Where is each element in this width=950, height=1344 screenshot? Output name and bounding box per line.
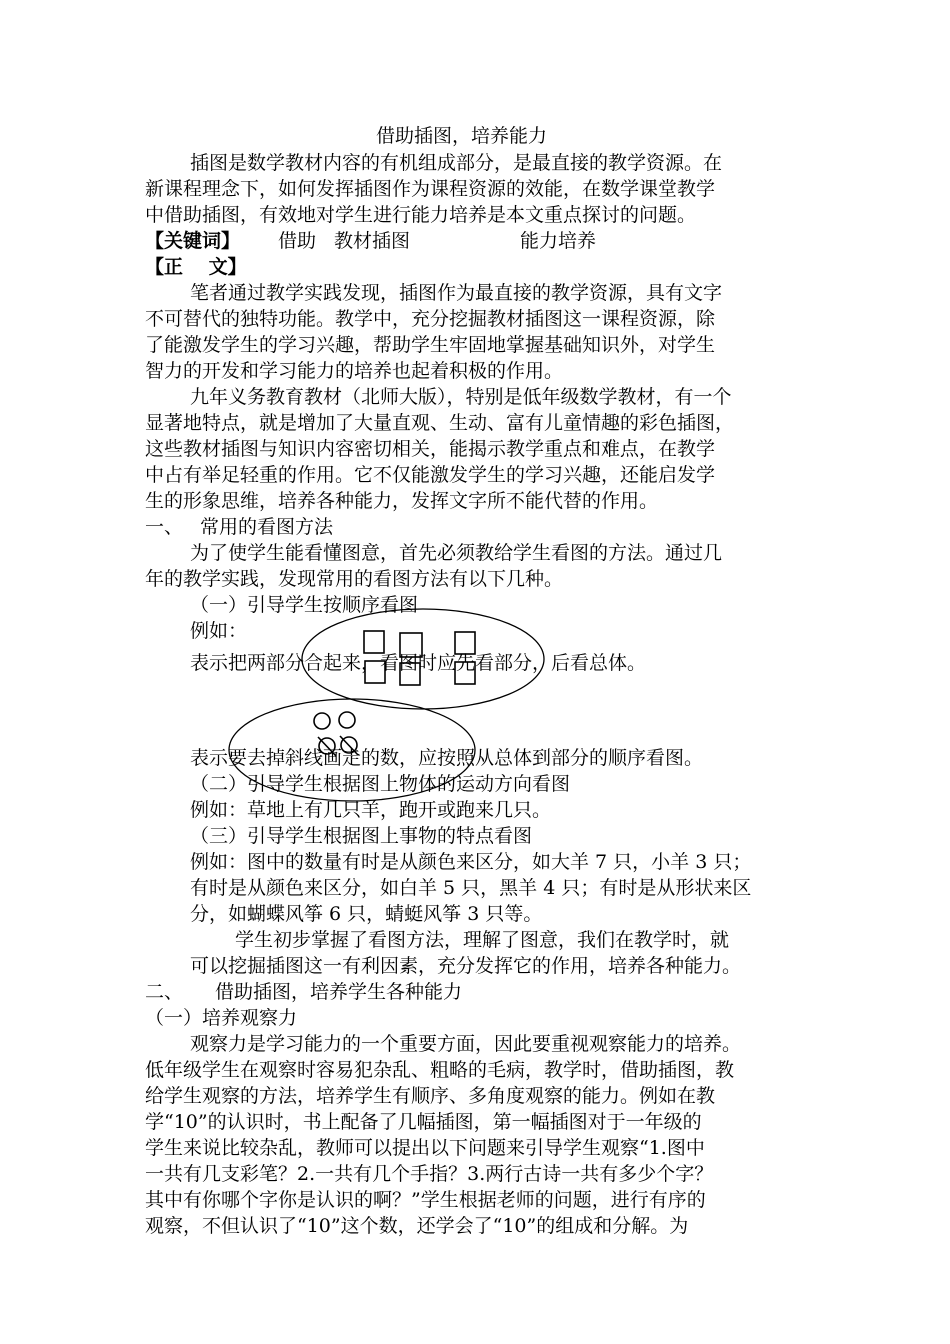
section1-para-line-1: 为了使学生能看懂图意，首先必须教给学生看图的方法。通过几: [190, 542, 723, 564]
para1-line-3: 了能激发学生的学习兴趣，帮助学生牢固地掌握基础知识外，对学生: [145, 334, 716, 356]
para2-line-5: 生的形象思维，培养各种能力，发挥文字所不能代替的作用。: [145, 490, 659, 512]
section2-para-line-7: 其中有你哪个字你是认识的啊？”学生根据老师的问题，进行有序的: [145, 1189, 706, 1211]
figure1-caption: 表示把两部分合起来，看图时应先看部分，后看总体。: [190, 652, 647, 674]
para2-line-3: 这些教材插图与知识内容密切相关，能揭示教学重点和难点，在教学: [145, 438, 716, 460]
abstract-line-2: 新课程理念下，如何发挥插图作为课程资源的效能，在数学课堂教学: [145, 178, 716, 200]
section2-para-line-1: 观察力是学习能力的一个重要方面，因此要重视观察能力的培养。: [190, 1033, 742, 1055]
section1-title: 常用的看图方法: [200, 516, 334, 538]
figure2-circle: [339, 712, 355, 728]
subsection-3-line-3: 分，如蝴蝶风筝 6 只，蜻蜓风筝 3 只等。: [190, 903, 543, 925]
example-label: 例如：: [190, 620, 248, 642]
section2-para-line-8: 观察，不但认识了“10”这个数，还学会了“10”的组成和分解。为: [145, 1215, 689, 1237]
section2-para-line-3: 给学生观察的方法，培养学生有顺序、多角度观察的能力。例如在教: [145, 1085, 716, 1107]
section2-number: 二、: [145, 981, 184, 1003]
section2-subsection-1: （一）培养观察力: [145, 1007, 298, 1029]
subsection-1: （一）引导学生按顺序看图: [190, 594, 419, 616]
abstract-line-3: 中借助插图，有效地对学生进行能力培养是本文重点探讨的问题。: [145, 204, 697, 226]
para1-line-1: 笔者通过教学实践发现，插图作为最直接的教学资源，具有文字: [190, 282, 723, 304]
figure2-strike: [318, 737, 336, 756]
section2-para-line-5: 学生来说比较杂乱，教师可以提出以下问题来引导学生观察“1.图中: [145, 1137, 705, 1159]
body-label: 【正 文】: [145, 256, 247, 278]
figure2-circle: [314, 713, 330, 729]
subsection-3: （三）引导学生根据图上事物的特点看图: [190, 825, 533, 847]
keyword-3: 能力培养: [520, 230, 597, 252]
section1-para-line-2: 年的教学实践，发现常用的看图方法有以下几种。: [145, 568, 564, 590]
para2-line-1: 九年义务教育教材（北师大版），特别是低年级数学教材，有一个: [190, 386, 732, 408]
keywords-label: 【关键词】: [145, 230, 241, 252]
figure2-strike: [340, 736, 358, 755]
section2-para-line-6: 一共有几支彩笔？2.一共有几个手指？3.两行古诗一共有多少个字？: [145, 1163, 714, 1185]
section2-para-line-2: 低年级学生在观察时容易犯杂乱、粗略的毛病，教学时，借助插图，教: [145, 1059, 735, 1081]
page-title: 借助插图，培养能力: [376, 125, 548, 147]
keyword-2: 教材插图: [334, 230, 411, 252]
para1-line-2: 不可替代的独特功能。教学中，充分挖掘教材插图这一课程资源，除: [145, 308, 716, 330]
summary-line-2: 可以挖掘插图这一有利因素，充分发挥它的作用，培养各种能力。: [190, 955, 742, 977]
para2-line-4: 中占有举足轻重的作用。它不仅能激发学生的学习兴趣，还能启发学: [145, 464, 716, 486]
summary-line-1: 学生初步掌握了看图方法，理解了图意，我们在教学时，就: [235, 929, 730, 951]
section2-para-line-4: 学“10”的认识时，书上配备了几幅插图，第一幅插图对于一年级的: [145, 1111, 702, 1133]
abstract-line-1: 插图是数学教材内容的有机组成部分，是最直接的教学资源。在: [190, 152, 723, 174]
figure2-caption: 表示要去掉斜线画走的数，应按照从总体到部分的顺序看图。: [190, 747, 704, 769]
section1-number: 一、: [145, 516, 184, 538]
subsection-3-line-2: 有时是从颜色来区分，如白羊 5 只，黑羊 4 只；有时是从形状来区: [190, 877, 752, 899]
subsection-3-line-1: 例如：图中的数量有时是从颜色来区分，如大羊 7 只，小羊 3 只；: [190, 851, 752, 873]
keyword-1: 借助: [278, 230, 317, 252]
para2-line-2: 显著地特点，就是增加了大量直观、生动、富有儿童情趣的彩色插图，: [145, 412, 735, 434]
subsection-2: （二）引导学生根据图上物体的运动方向看图: [190, 773, 571, 795]
subsection-2-example: 例如：草地上有几只羊，跑开或跑来几只。: [190, 799, 552, 821]
para1-line-4: 智力的开发和学习能力的培养也起着积极的作用。: [145, 360, 564, 382]
section2-title: 借助插图，培养学生各种能力: [215, 981, 463, 1003]
